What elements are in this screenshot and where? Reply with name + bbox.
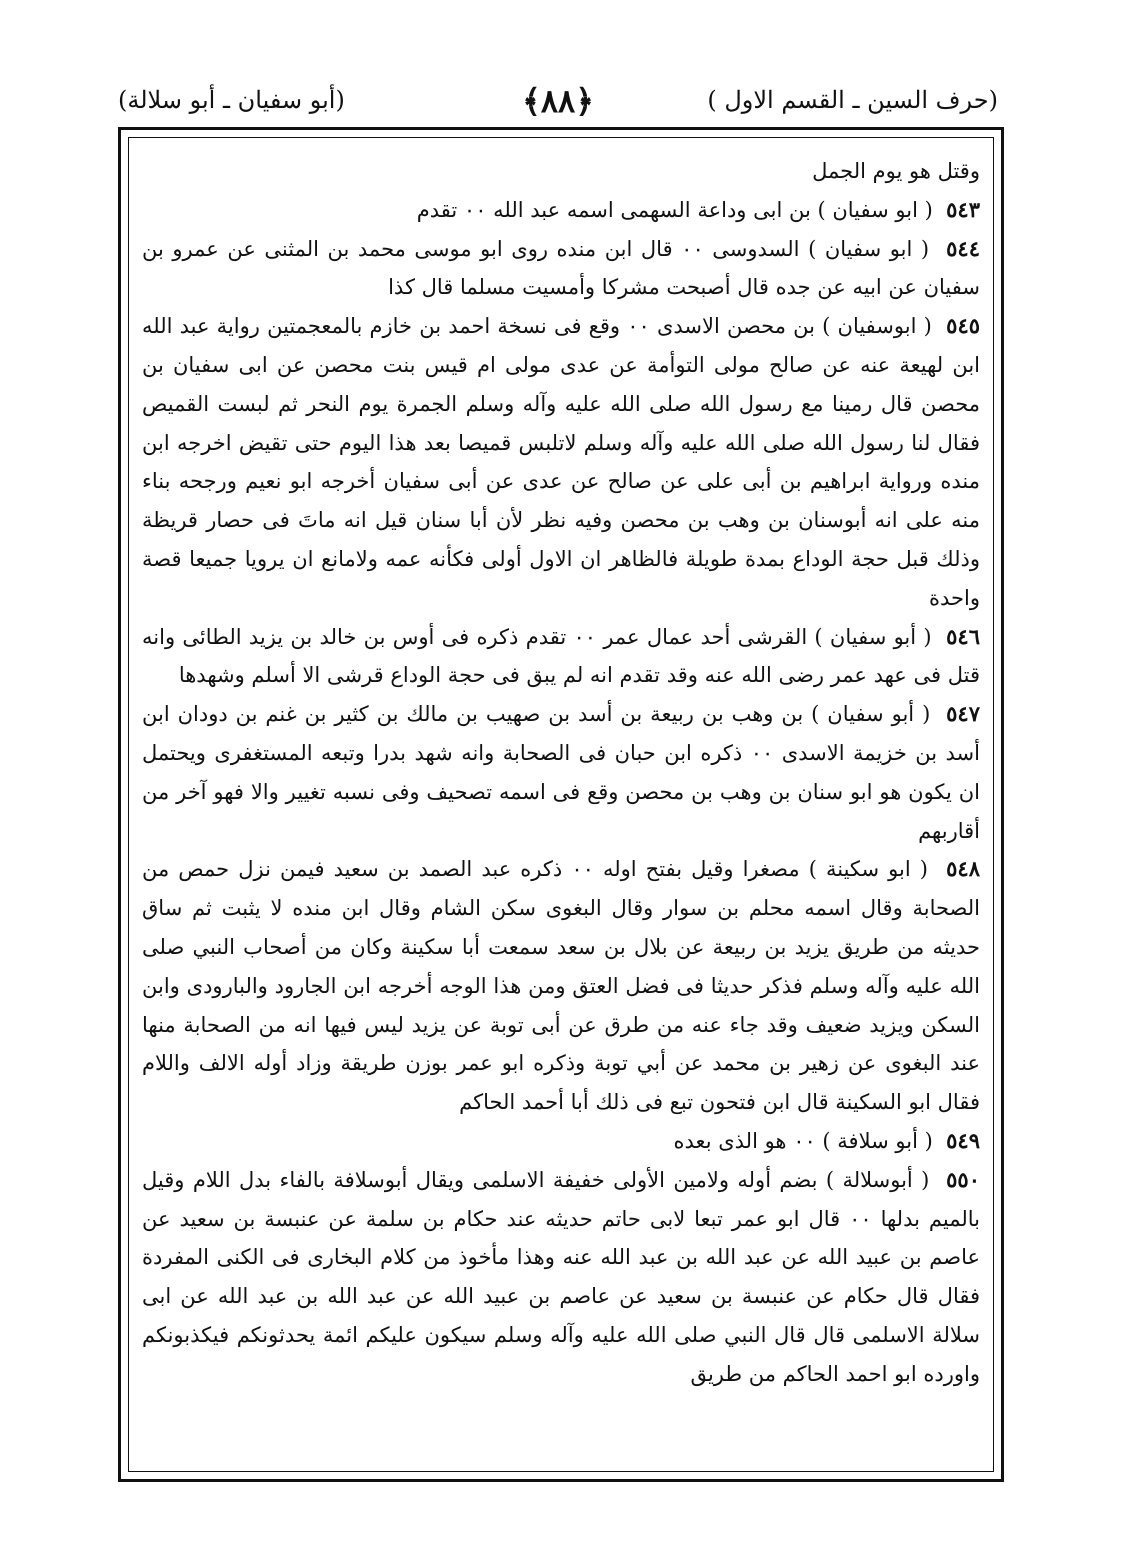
page-body	[142, 152, 980, 1462]
paragraph	[142, 191, 980, 230]
paragraph-text: ( أبو سفيان ) بن وهب بن ربيعة بن أسد بن صهيب بن مالك بن كثير بن غنم بن دودان ابن أسد بن خزيمة الاسدى ٠٠ ذكره ابن حبان فى الصحابة وانه شهد بدرا وتبعه المستغفرى ويحتمل ان يكون هو ابو سنان بن وهب بن محصن وقع فى اسمه تصحيف وفى نسبه تغيير والا فهو آخر من أقاربهم	[142, 702, 980, 843]
page-number: ﴿٨٨﴾	[522, 82, 594, 120]
entry-number: ٥٤٦	[946, 623, 980, 649]
paragraph-text: ( ابو سفيان ) بن ابى وداعة السهمى اسمه عبد الله ٠٠ تقدم	[416, 197, 933, 222]
paragraph	[142, 230, 980, 308]
paragraph	[142, 1122, 980, 1161]
paragraph-text: ( ابو سكينة ) مصغرا وقيل بفتح اوله ٠٠ ذكره عبد الصمد بن سعيد فيمن نزل حمص من الصحابة وقال اسمه محلم بن سوار وقال البغوى سكن الشام وقال ابن منده لا يثبت ثم ساق حديثه من طريق يزيد بن ربيعة عن بلال بن سعد سمعت أبا سكينة وكان من أصحاب النبي صلى الله عليه وآله وسلم فذكر حديثا فى فضل العتق ومن هذا الوجه أخرجه ابن الجارود والبارودى وابن السكن ويزيد ضعيف وقد جاء عنه من طرق عن أبى توبة عن يزيد ليس فيها انه من الصحابة منها عند البغوى عن زهير بن محمد عن أبي توبة وذكره ابو عمر بوزن طريقة وزاد أوله الالف واللام فقال ابو السكينة قال ابن فتحون تبع فى ذلك أبا أحمد الحاكم	[142, 857, 980, 1115]
header-entries: (أبو سفيان ـ أبو سلالة)	[118, 86, 345, 114]
paragraph	[142, 152, 980, 191]
entry-number: ٥٤٩	[946, 1127, 980, 1153]
page-header	[118, 82, 998, 124]
paragraph-text: ( ابوسفيان ) بن محصن الاسدى ٠٠ وقع فى نسخة احمد بن خازم بالمعجمتين رواية عبد الله ابن لهيعة عنه عن صالح مولى التوأمة عن عدى مولى ام قيس بنت محصن عن ابى سفيان بن محصن قال رمينا مع رسول الله صلى الله عليه وآله وسلم الجمرة يوم النحر ثم لبست القميص فقال لنا رسول الله صلى الله عليه وآله وسلم لاتلبس قميصا بعد هذا اليوم حتى تقيض اخرجه ابن منده ورواية ابراهيم بن أبى على عن صالح عن عدى عن أبى سفيان أخرجه ابو نعيم ورجحه بناء منه على انه أبوسنان بن وهب بن محصن وفيه نظر لأن أبا سنان قيل انه ماتَ فى حصار قريظة وذلك قبل حجة الوداع بمدة طويلة فالظاهر ان الاول أولى فكأنه عمه ولامانع ان يرويا جميعا قصة واحدة	[142, 314, 980, 610]
entry-number: ٥٥٠	[946, 1166, 980, 1192]
header-chapter: (حرف السين ـ القسم الاول )	[707, 86, 998, 114]
entry-number: ٥٤٨	[946, 856, 980, 882]
paragraph	[142, 618, 980, 696]
paragraph-text: ( ابو سفيان ) السدوسى ٠٠ قال ابن منده روى ابو موسى محمد بن المثنى عن عمرو بن سفيان عن ابيه عن جده قال أصبحت مشركا وأمسيت مسلما قال كذا	[142, 236, 980, 300]
paragraph	[142, 1161, 980, 1394]
paragraph-text: ( أبو سلافة ) ٠٠ هو الذى بعده	[673, 1128, 933, 1153]
paragraph-text: ( أبو سفيان ) القرشى أحد عمال عمر ٠٠ تقدم ذكره فى أوس بن خالد بن يزيد الطائى وانه قتل فى عهد عمر رضى الله عنه وقد تقدم انه لم يبق فى حجة الوداع قرشى الا أسلم وشهدها	[142, 624, 980, 688]
entry-number: ٥٤٤	[946, 235, 980, 261]
paragraph	[142, 850, 980, 1122]
entry-number: ٥٤٧	[946, 701, 980, 727]
entry-number: ٥٤٥	[946, 313, 980, 339]
paragraph-text: ( أبوسلالة ) بضم أوله ولامين الأولى خفيفة الاسلمى ويقال أبوسلافة بالفاء بدل اللام وقيل بالميم بدلها ٠٠ قال ابو عمر تبعا لابى حاتم حديثه عند حكام بن سلمة عن عنبسة بن سعيد عن عاصم بن عبيد الله عن عبد الله بن عبد الله عنه وهذا مأخوذ من كلام البخارى فى الكنى المفردة فقال قال حكام عن عنبسة بن سعيد عن عاصم بن عبيد الله عن عبد الله بن عبد الله عن ابى سلالة الاسلمى قال قال النبي صلى الله عليه وآله وسلم سيكون عليكم ائمة يحدثونكم فيكذبونكم واورده ابو احمد الحاكم من طريق	[142, 1167, 980, 1386]
entry-number: ٥٤٣	[946, 196, 980, 222]
paragraph	[142, 307, 980, 617]
paragraph-text: وقتل هو يوم الجمل	[812, 159, 980, 183]
paragraph	[142, 695, 980, 850]
